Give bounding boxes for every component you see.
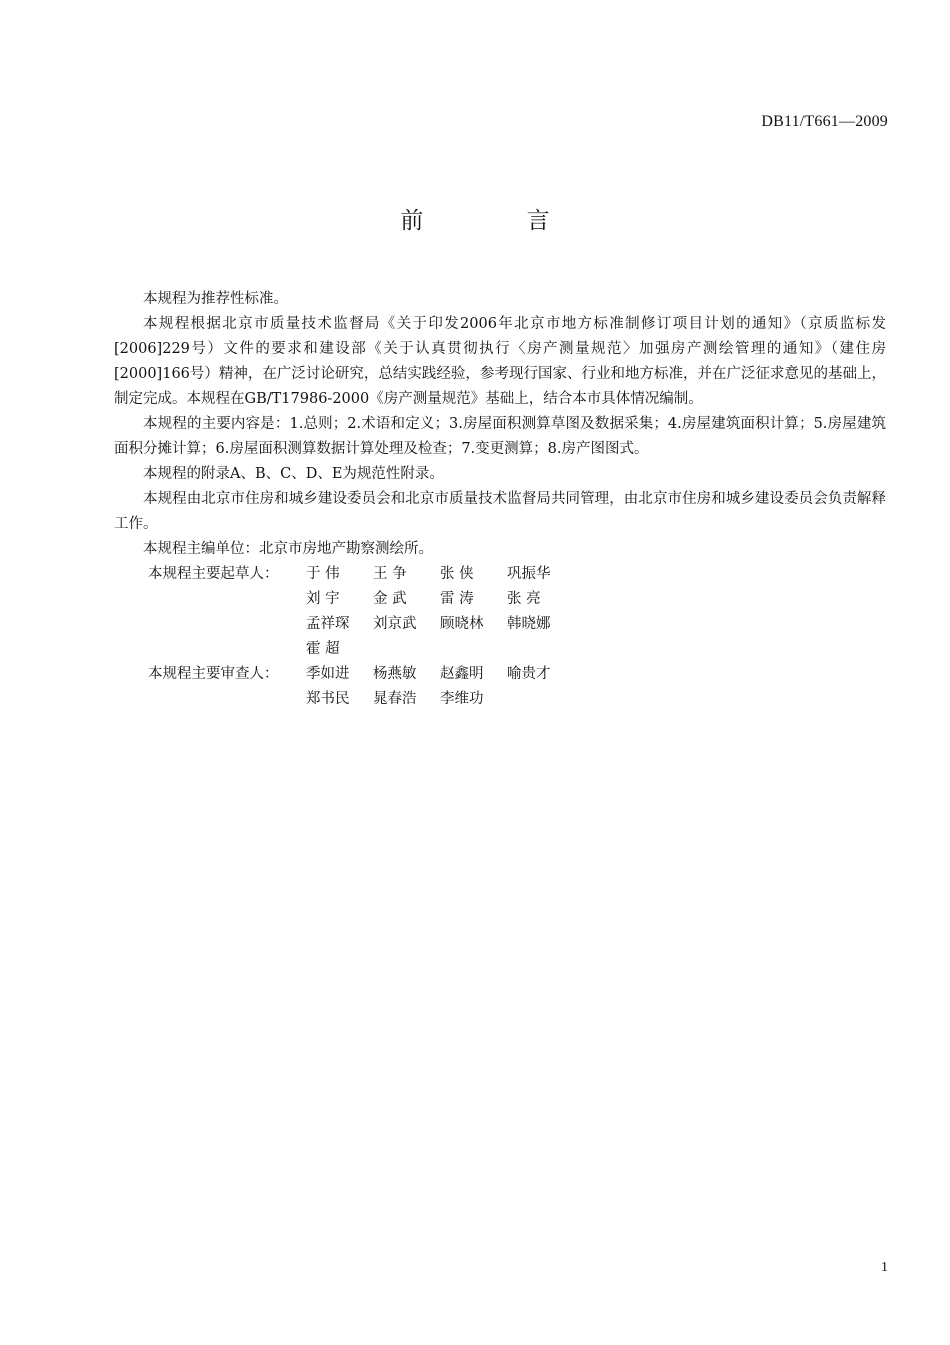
drafter-name: 顾晓林 [440,616,484,632]
drafter-name: 巩振华 [507,566,551,582]
drafter-name: 孟祥琛 [306,616,350,632]
reviewer-name: 季如进 [306,666,350,682]
reviewer-name: 李维功 [440,691,484,707]
reviewers-label: 本规程主要审查人： [148,666,279,682]
drafter-name: 王 争 [373,566,407,582]
drafter-name: 金 武 [373,591,407,607]
page-number: 1 [881,1260,888,1275]
paragraph-chief-editor: 本规程主编单位：北京市房地产勘察测绘所。 [143,541,433,557]
reviewer-name: 郑书民 [306,691,350,707]
drafters-section [114,562,886,662]
paragraph-basis: 本规程根据北京市质量技术监督局《关于印发2006年北京市地方标准制修订项目计划的通知》（京质监标发[2006]229号）文件的要求和建设部《关于认真贯彻执行〈房产测量规范〉加强房产测绘管理的通知》（建住房[2000]166号）精神，在广泛讨论研究，总结实践经验，参考现行国家、行业和地方标准，并在广泛征求意见的基础上，制定完成。本规程在GB/T17986-2000《房产测量规范》基础上，结合本市具体情况编制。 [114,316,886,407]
reviewer-name: 赵鑫明 [440,666,484,682]
drafters-names [306,562,574,662]
reviewers-names [306,662,574,712]
paragraph-management: 本规程由北京市住房和城乡建设委员会和北京市质量技术监督局共同管理，由北京市住房和城乡建设委员会负责解释工作。 [114,491,886,532]
reviewer-name: 杨燕敏 [373,666,417,682]
drafters-label: 本规程主要起草人： [148,566,279,582]
reviewer-name: 喻贵才 [507,666,551,682]
paragraph-appendix: 本规程的附录A、B、C、D、E为规范性附录。 [143,466,444,482]
reviewer-name: 晁春浩 [373,691,417,707]
drafter-name: 刘 宇 [306,591,340,607]
drafter-name: 张 亮 [507,591,541,607]
document-code: DB11/T661—2009 [761,113,888,130]
drafter-name: 韩晓娜 [507,616,551,632]
drafter-name: 张 侠 [440,566,474,582]
reviewers-section [114,662,886,712]
drafter-name: 雷 涛 [440,591,474,607]
paragraph-standard-type: 本规程为推荐性标准。 [143,291,288,307]
drafter-name: 于 伟 [306,566,340,582]
drafter-name: 霍 超 [306,641,340,657]
drafter-name: 刘京武 [373,616,417,632]
preface-body [114,287,886,712]
page-title: 前 言 [400,208,598,234]
paragraph-contents: 本规程的主要内容是：1.总则；2.术语和定义；3.房屋面积测算草图及数据采集；4.房屋建筑面积计算；5.房屋建筑面积分摊计算；6.房屋面积测算数据计算处理及检查；7.变更测算；8.房产图图式。 [114,416,886,457]
